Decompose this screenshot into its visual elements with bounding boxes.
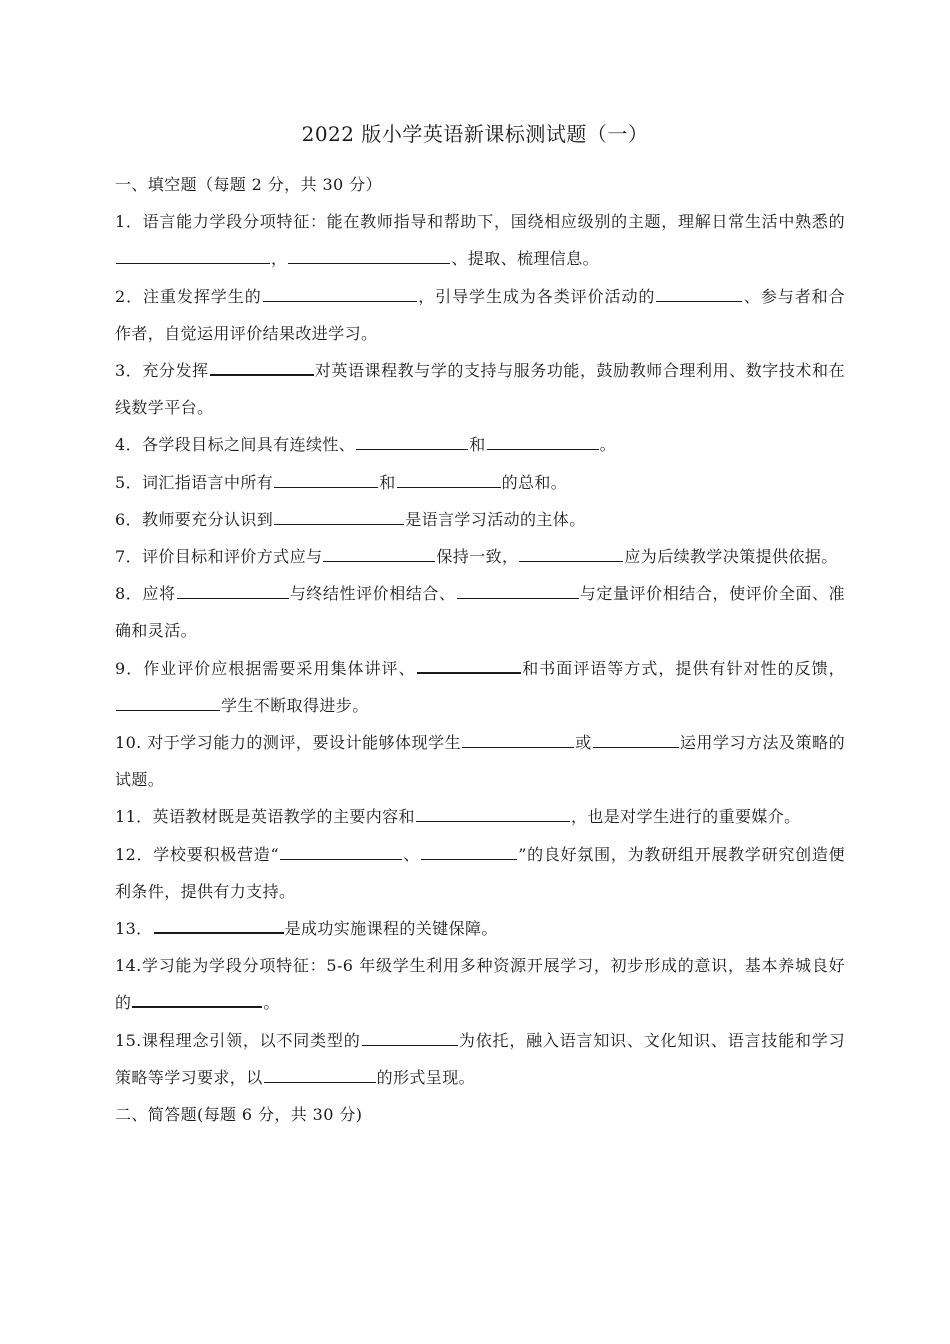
answer-blank[interactable] (519, 545, 623, 562)
document-title: 2022 版小学英语新课标测试题（一） (301, 122, 649, 146)
answer-blank[interactable] (397, 471, 501, 488)
question-5: 5．词汇指语言中所有 和 的总和。 (115, 472, 568, 492)
answer-blank[interactable] (116, 694, 220, 711)
answer-blank[interactable] (356, 433, 468, 450)
question-15: 15.课程理念引领，以不同类型的 为依托，融入语言知识、文化知识、语言技能和学习策略等学习要求，以 的形式呈现。 (115, 1030, 845, 1087)
answer-blank[interactable] (154, 916, 284, 934)
question-1: 1．语言能力学段分项特征：能在教师指导和帮助下，国绕相应级别的主题，理解日常生活中熟悉的， 、提取、梳理信息。 (115, 212, 845, 269)
question-6: 6．教师要充分认识到 是语言学习活动的主体。 (115, 509, 586, 529)
answer-blank[interactable] (417, 656, 521, 674)
answer-blank[interactable] (362, 1029, 458, 1046)
question-2: 2．注重发挥学生的 ，引导学生成为各类评价活动的 、参与者和合作者，自觉运用评价结果改进学习。 (115, 286, 846, 343)
answer-blank[interactable] (116, 247, 270, 264)
question-13: 13． 是成功实施课程的关键保障。 (115, 910, 845, 947)
answer-blank[interactable] (457, 582, 579, 599)
answer-blank[interactable] (421, 843, 517, 860)
question-3: 3．充分发挥 对英语课程教与学的支持与服务功能，鼓励教师合理利用、数字技术和在线数学平台。 (115, 352, 845, 426)
answer-blank[interactable] (132, 990, 262, 1008)
answer-blank[interactable] (210, 358, 314, 376)
answer-blank[interactable] (462, 731, 574, 748)
answer-blank[interactable] (264, 1066, 376, 1083)
question-14: 14.学习能为学段分项特征：5-6 年级学生利用多种资源开展学习，初步形成的意识，基本养城良好的 。 (115, 956, 845, 1013)
answer-blank[interactable] (274, 471, 378, 488)
question-7: 7．评价目标和评价方式应与 保持一致， 应为后续教学决策提供依据。 (115, 547, 838, 567)
answer-blank[interactable] (177, 582, 289, 599)
question-8: 8．应将 与终结性评价相结合、 与定量评价相结合，使评价全面、准确和灵活。 (115, 584, 845, 641)
answer-blank[interactable] (593, 731, 679, 748)
answer-blank[interactable] (656, 285, 742, 302)
answer-blank[interactable] (487, 433, 599, 450)
question-9: 9．作业评价应根据需要采用集体讲评、 和书面评语等方式，提供有针对性的反馈，学生不断取得进步。 (115, 650, 845, 724)
question-10: 10. 对于学习能力的测评，要设计能够体现学生 或 运用学习方法及策略的试题。 (115, 733, 845, 790)
answer-blank[interactable] (280, 843, 402, 860)
answer-blank[interactable] (263, 285, 417, 302)
question-11: 11．英语教材既是英语教学的主要内容和 ，也是对学生进行的重要媒介。 (115, 807, 801, 827)
exam-content (115, 166, 845, 1133)
answer-blank[interactable] (288, 247, 450, 264)
section-short-answer-heading: 二、简答题(每题 6 分，共 30 分) (115, 1105, 363, 1125)
answer-blank[interactable] (416, 805, 570, 822)
section-fill-in-heading: 一、填空题（每题 2 分，共 30 分） (115, 175, 382, 194)
question-12: 12．学校要积极营造“ 、 ”的良好氛围，为教研组开展教学研究创造便利条件，提供有力支持。 (115, 844, 845, 901)
answer-blank[interactable] (323, 545, 435, 562)
question-4: 4．各学段目标之间具有连续性、 和 。 (115, 435, 616, 455)
answer-blank[interactable] (274, 508, 404, 525)
